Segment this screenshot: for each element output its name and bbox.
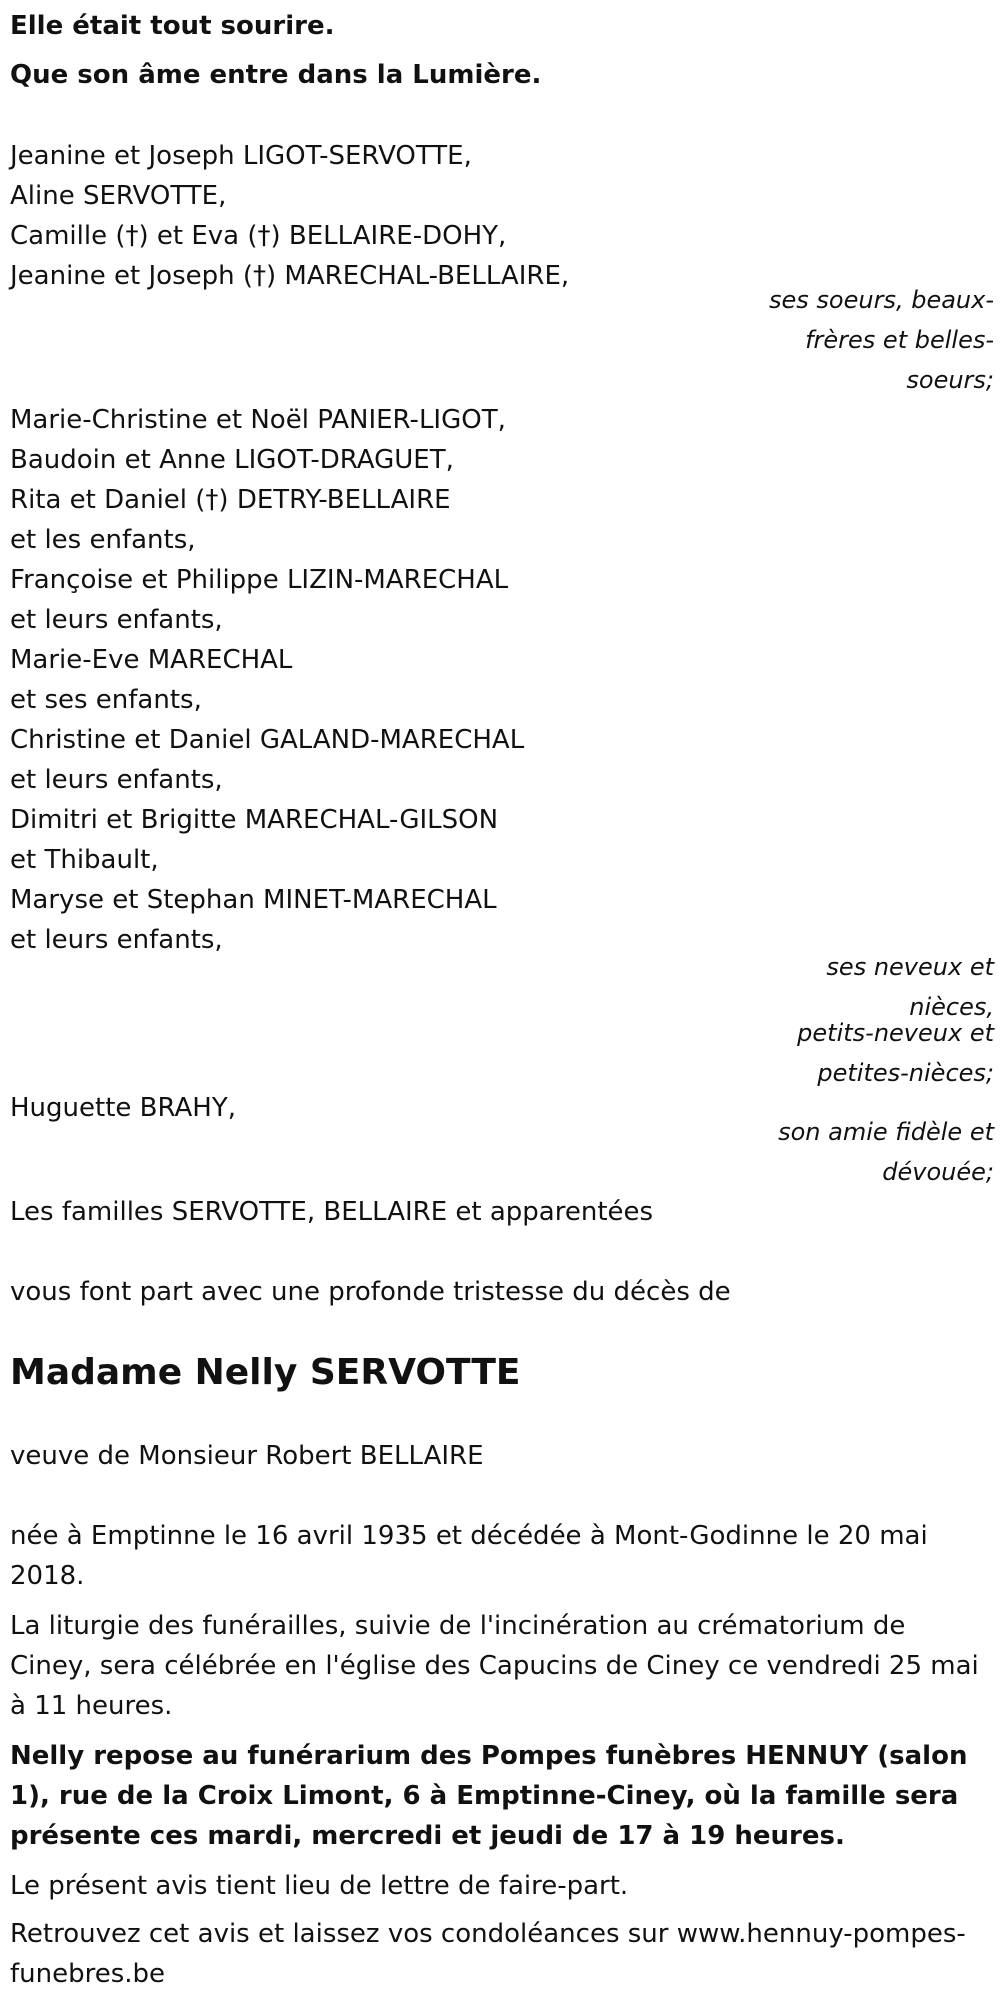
- family-line: et leurs enfants,: [10, 765, 223, 795]
- liturgy-paragraph: La liturgie des funérailles, suivie de l'incinération au crématorium de Ciney, sera célébrée en l'église des Capucins de Ciney ce vendredi 25 mai à 11 heures.: [10, 1611, 979, 1721]
- header-line-2: Que son âme entre dans la Lumière.: [10, 60, 542, 90]
- family-line: Huguette BRAHY,: [10, 1093, 236, 1123]
- family-line: et ses enfants,: [10, 685, 202, 715]
- relation-label: son amie fidèle et: [778, 1118, 994, 1146]
- relation-label: ses soeurs, beaux-: [769, 286, 994, 314]
- deceased-name: Madame Nelly SERVOTTE: [10, 1352, 521, 1393]
- family-line: Baudoin et Anne LIGOT-DRAGUET,: [10, 445, 454, 475]
- relation-label: nièces,: [909, 993, 994, 1021]
- family-line: Rita et Daniel (†) DETRY-BELLAIRE: [10, 485, 451, 515]
- family-line: Camille (†) et Eva (†) BELLAIRE-DOHY,: [10, 221, 507, 251]
- header-line-1: Elle était tout sourire.: [10, 11, 335, 41]
- relation-label: dévouée;: [882, 1158, 994, 1186]
- family-line: Marie-Christine et Noël PANIER-LIGOT,: [10, 405, 506, 435]
- relation-label: soeurs;: [906, 366, 994, 394]
- family-line: Jeanine et Joseph LIGOT-SERVOTTE,: [10, 141, 472, 171]
- relation-label: frères et belles-: [805, 326, 994, 354]
- family-line: Maryse et Stephan MINET-MARECHAL: [10, 885, 497, 915]
- family-line: Jeanine et Joseph (†) MARECHAL-BELLAIRE,: [10, 261, 570, 291]
- family-line: Christine et Daniel GALAND-MARECHAL: [10, 725, 525, 755]
- condolences-paragraph: Retrouvez cet avis et laissez vos condoléances sur www.hennuy-pompes-funebres.be: [10, 1919, 966, 1989]
- family-line: Marie-Eve MARECHAL: [10, 645, 293, 675]
- announcement-line: vous font part avec une profonde tristesse du décès de: [10, 1277, 731, 1307]
- relation-label: ses neveux et: [826, 953, 994, 981]
- relation-label: petites-nièces;: [817, 1059, 994, 1087]
- family-line: Dimitri et Brigitte MARECHAL-GILSON: [10, 805, 499, 835]
- visitation-paragraph: Nelly repose au funérarium des Pompes funèbres HENNUY (salon 1), rue de la Croix Limont, 6 à Emptinne-Ciney, où la famille sera présente ces mardi, mercredi et jeudi de 17 à 19 heures.: [10, 1741, 968, 1851]
- family-line: et les enfants,: [10, 525, 196, 555]
- families-line: Les familles SERVOTTE, BELLAIRE et apparentées: [10, 1197, 654, 1227]
- birth-death-dates: née à Emptinne le 16 avril 1935 et décédée à Mont-Godinne le 20 mai 2018.: [10, 1521, 928, 1591]
- family-line: et Thibault,: [10, 845, 159, 875]
- family-line: et leurs enfants,: [10, 605, 223, 635]
- widow-of-line: veuve de Monsieur Robert BELLAIRE: [10, 1441, 484, 1471]
- relation-label: petits-neveux et: [797, 1019, 994, 1047]
- family-line: et leurs enfants,: [10, 925, 223, 955]
- family-line: Françoise et Philippe LIZIN-MARECHAL: [10, 565, 509, 595]
- notice-line: Le présent avis tient lieu de lettre de faire-part.: [10, 1871, 629, 1901]
- family-line: Aline SERVOTTE,: [10, 181, 227, 211]
